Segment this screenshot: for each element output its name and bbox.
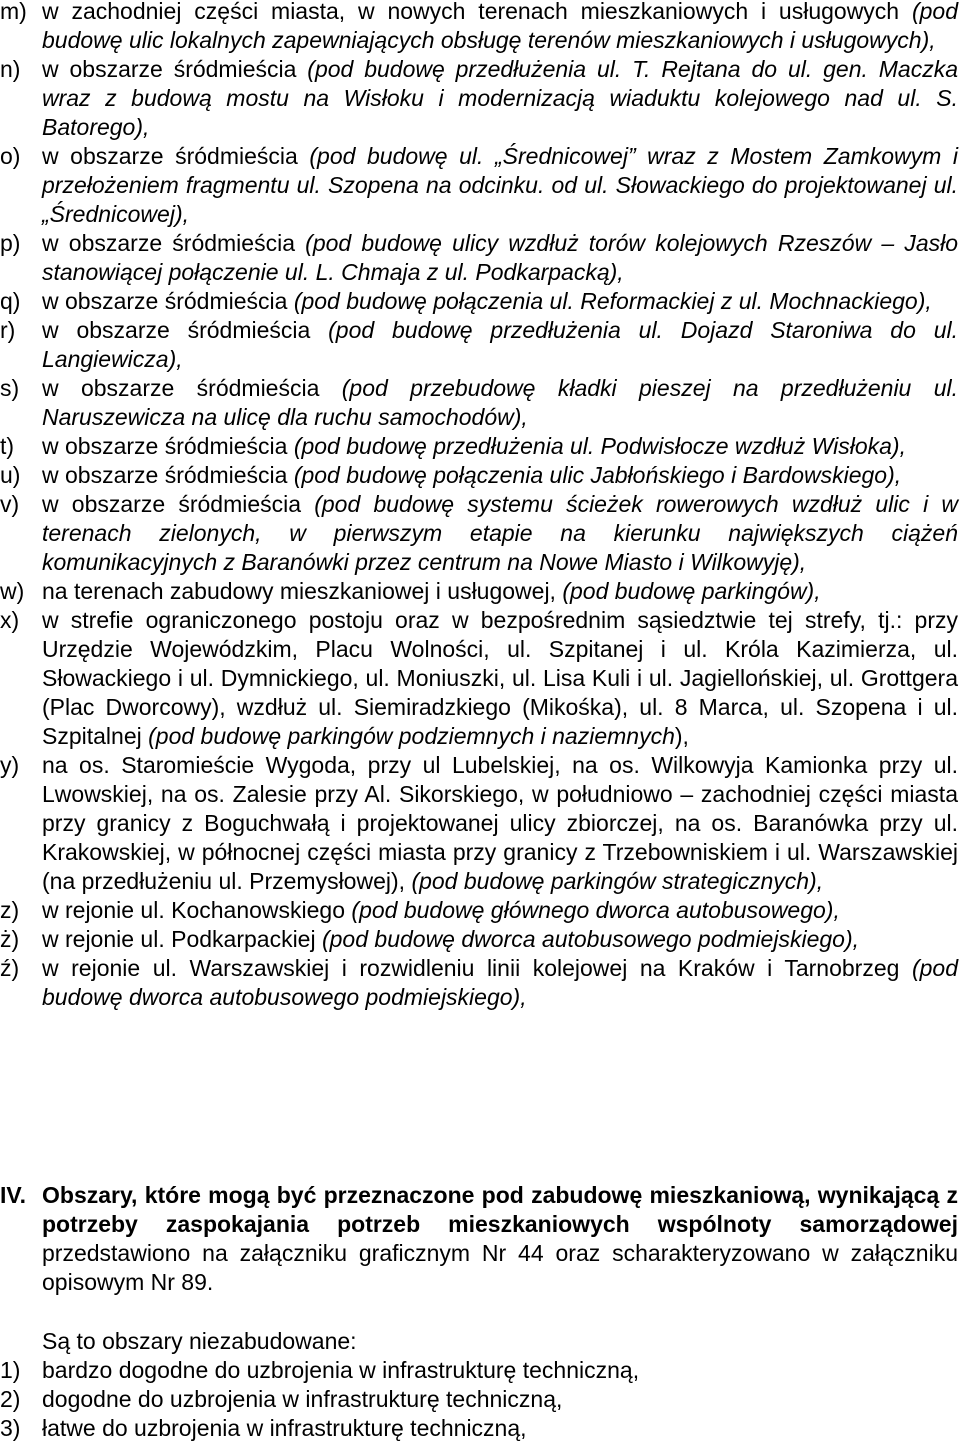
item-label: w) xyxy=(0,578,25,604)
item-label: o) xyxy=(0,143,21,169)
item-label: t) xyxy=(0,433,15,459)
item-purpose: (pod budowę dworca autobusowego podmiejskiego), xyxy=(42,955,958,1010)
item-purpose: (pod budowę parkingów), xyxy=(562,578,821,604)
item-purpose: (pod budowę przedłużenia ul. Podwisłocze wzdłuż Wisłoka), xyxy=(293,433,906,459)
item-purpose: (pod budowę parkingów podziemnych i naziemnych xyxy=(148,723,675,749)
list-item xyxy=(0,577,958,606)
item-purpose: (pod budowę przedłużenia ul. T. Rejtana do ul. gen. Maczka wraz z budową mostu na Wisłoku i modernizacją wiaduktu kolejowego nad ul. S. Batorego), xyxy=(42,56,958,140)
list-item xyxy=(0,490,958,577)
item-text: na os. Staromieście Wygoda, przy ul Lubelskiej, na os. Wilkowyja Kamionka przy ul. Lwowskiej, na os. Zalesie przy Al. Sikorskiego, w południowo – zachodniej części miasta przy granicy z Boguchwałą i projektowanej ulicy zbiorczej, na os. Baranówka przy ul. Krakowskiej, w północnej części miasta przy granicy z Trzebowniskiem i ul. Warszawskiej (na przedłużeniu ul. Przemysłowej), xyxy=(42,752,958,894)
item-label: z) xyxy=(0,897,20,923)
item-label: x) xyxy=(0,607,20,633)
list-item xyxy=(0,287,958,316)
item-label: u) xyxy=(0,462,21,488)
item-text: bardzo dogodne do uzbrojenia w infrastrukturę techniczną, xyxy=(42,1357,640,1383)
item-text: w obszarze śródmieścia xyxy=(42,56,308,82)
item-text: w obszarze śródmieścia xyxy=(42,491,315,517)
item-text: na terenach zabudowy mieszkaniowej i usługowej, xyxy=(42,578,563,604)
list-item xyxy=(0,142,958,229)
list-item xyxy=(0,606,958,751)
item-purpose: (pod budowę połączenia ulic Jabłońskiego i Bardowskiego), xyxy=(293,462,902,488)
item-text: w obszarze śródmieścia xyxy=(42,317,329,343)
item-purpose: (pod budowę ul. „Średnicowej” wraz z Mostem Zamkowym i przełożeniem fragmentu ul. Szopena na odcinku. od ul. Słowackiego do projektowanej ul. „Średnicowej), xyxy=(42,143,958,227)
list-item xyxy=(0,0,958,55)
item-label: ź) xyxy=(0,955,20,981)
list-item xyxy=(0,374,958,432)
item-text: w obszarze śródmieścia xyxy=(42,433,294,459)
section-iv xyxy=(0,1181,958,1297)
item-text: w obszarze śródmieścia xyxy=(42,462,294,488)
item-label: p) xyxy=(0,230,21,256)
item-text: w rejonie ul. Kochanowskiego xyxy=(42,897,352,923)
list-item xyxy=(0,1356,639,1385)
item-label: 2) xyxy=(0,1386,21,1412)
section-number: IV. xyxy=(0,1182,27,1208)
item-text: w zachodniej części miasta, w nowych terenach mieszkaniowych i usługowych xyxy=(42,0,912,24)
item-text: w obszarze śródmieścia xyxy=(42,230,306,256)
item-purpose: (pod przebudowę kładki pieszej na przedłużeniu ul. Naruszewicza na ulicę dla ruchu samochodów), xyxy=(42,375,958,430)
item-text: łatwe do uzbrojenia w infrastrukturę techniczną, xyxy=(42,1415,527,1441)
item-text: w obszarze śródmieścia xyxy=(42,143,310,169)
list-item xyxy=(0,229,958,287)
item-label: v) xyxy=(0,491,20,517)
list-item xyxy=(0,954,958,1012)
area-type-list xyxy=(0,1356,639,1443)
item-label: n) xyxy=(0,56,21,82)
list-item xyxy=(0,896,958,925)
item-label: ż) xyxy=(0,926,20,952)
item-tail: ), xyxy=(674,723,689,749)
list-item xyxy=(0,461,958,490)
item-text: w obszarze śródmieścia xyxy=(42,288,294,314)
item-label: 1) xyxy=(0,1357,21,1383)
item-text: w strefie ograniczonego postoju oraz w bezpośrednim sąsiedztwie tej strefy, tj.: przy Urzędzie Wojewódzkim, Placu Wolności, ul. Szpitanej i ul. Króla Kazimierza, ul. Słowackiego i ul. Dymnickiego, ul. Moniuszki, ul. Lisa Kuli i ul. Jagiellońskiej, ul. Grottgera (Plac Dworcowy), wzdłuż ul. Siemiradzkiego (Mikośka), ul. 8 Marca, ul. Szopena i ul. Szpitalnej xyxy=(42,607,958,749)
item-label: s) xyxy=(0,375,20,401)
item-text: w rejonie ul. Warszawskiej i rozwidleniu linii kolejowej na Kraków i Tarnobrzeg xyxy=(42,955,912,981)
item-purpose: (pod budowę ulicy wzdłuż torów kolejowych Rzeszów – Jasło stanowiącej połączenie ul. L. Chmaja z ul. Podkarpacką), xyxy=(42,230,959,285)
list-item xyxy=(0,1414,639,1443)
item-purpose: (pod budowę połączenia ul. Reformackiej z ul. Mochnackiego), xyxy=(293,288,932,314)
list-item xyxy=(0,55,958,142)
item-purpose: (pod budowę systemu ścieżek rowerowych wzdłuż ulic i w terenach zielonych, w pierwszym etapie na kierunku największych ciążeń komunikacyjnych z Baranówki przez centrum na Nowe Miasto i Wilkowyję), xyxy=(42,491,958,575)
list-item xyxy=(0,432,958,461)
item-purpose: (pod budowę ulic lokalnych zapewniających obsługę terenów mieszkaniowych i usługowych), xyxy=(42,0,958,53)
item-purpose: (pod budowę głównego dworca autobusowego), xyxy=(351,897,840,923)
item-label: r) xyxy=(0,317,16,343)
section-paragraph xyxy=(0,1181,958,1297)
list-item xyxy=(0,1385,639,1414)
section-body: przedstawiono na załączniku graficznym Nr 44 oraz scharakteryzowano w załączniku opisowym Nr 89. xyxy=(42,1240,958,1295)
item-purpose: (pod budowę parkingów strategicznych), xyxy=(411,868,824,894)
item-label: m) xyxy=(0,0,27,24)
item-text: w rejonie ul. Podkarpackiej xyxy=(42,926,322,952)
item-text: w obszarze śródmieścia xyxy=(42,375,342,401)
list-item xyxy=(0,925,958,954)
section-heading: Obszary, które mogą być przeznaczone pod zabudowę mieszkaniową, wynikającą z potrzeby zaspokajania potrzeb mieszkaniowych wspólnoty samorządowej xyxy=(42,1182,958,1237)
item-purpose: (pod budowę dworca autobusowego podmiejskiego), xyxy=(321,926,859,952)
item-label: y) xyxy=(0,752,20,778)
list-item xyxy=(0,751,958,896)
list-item xyxy=(0,316,958,374)
item-text: dogodne do uzbrojenia w infrastrukturę techniczną, xyxy=(42,1386,563,1412)
intro-text: Są to obszary niezabudowane: xyxy=(42,1328,357,1354)
item-label: 3) xyxy=(0,1415,21,1441)
item-label: q) xyxy=(0,288,21,314)
item-purpose: (pod budowę przedłużenia ul. Dojazd Staroniwa do ul. Langiewicza), xyxy=(42,317,959,372)
